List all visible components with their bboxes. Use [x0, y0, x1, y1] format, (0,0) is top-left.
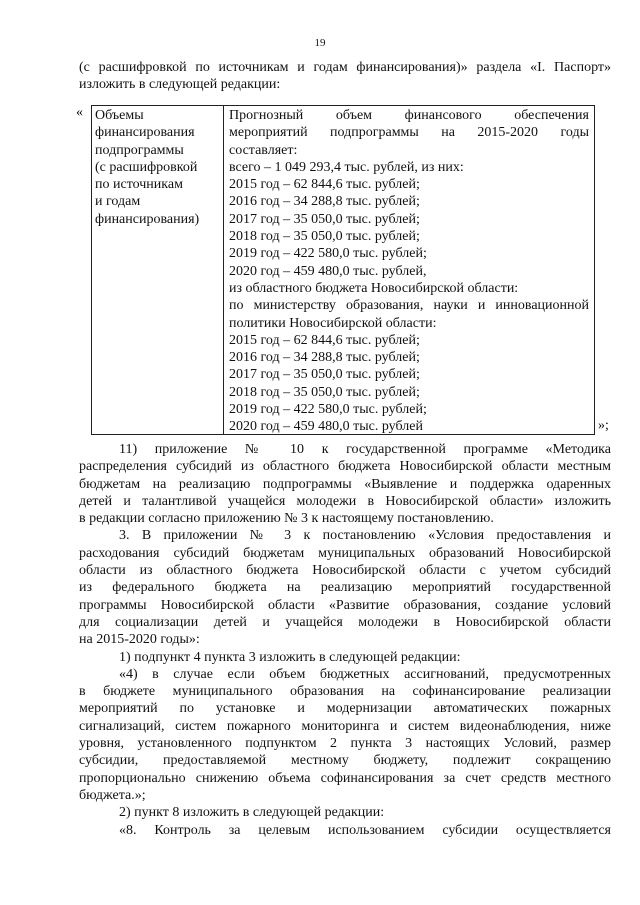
body-line: «8. Контроль за целевым использованием субсидии осуществляется — [119, 822, 611, 838]
body-line: в бюджете муниципального образования на софинансирование реализации — [79, 684, 611, 700]
value-line: Прогнозный объем финансового обеспечения — [229, 108, 589, 123]
intro-paragraph — [79, 59, 611, 94]
value-line: политики Новосибирской области: — [229, 315, 437, 331]
body-line: пропорционально снижению объема софинансирования за счет средств местного — [79, 770, 611, 786]
label-line: финансирования — [95, 125, 195, 141]
value-line: 2017 год – 35 050,0 тыс. рублей; — [229, 211, 420, 227]
body-line: уровня, установленного подпунктом 2 пункта 3 настоящих Условий, размер — [79, 736, 611, 752]
value-line: составляет: — [229, 142, 298, 158]
value-line: по министерству образования, науки и инновационной — [229, 298, 589, 314]
value-line: 2019 год – 422 580,0 тыс. рублей; — [229, 246, 427, 262]
body-line: 3. В приложении № 3 к постановлению «Условия предоставления и — [119, 528, 611, 544]
body-line: области из областного бюджета Новосибирской области с учетом субсидий — [79, 563, 611, 579]
value-line: 2015 год – 62 844,6 тыс. рублей; — [229, 332, 420, 348]
body-line: на 2015-2020 годы»: — [79, 632, 200, 648]
value-line: 2015 год – 62 844,6 тыс. рублей; — [229, 177, 420, 193]
value-line: из областного бюджета Новосибирской области: — [229, 280, 519, 296]
body-line: бюджетам на реализацию подпрограммы «Выявление и поддержка одаренных — [79, 476, 611, 492]
label-line: по источникам — [95, 177, 183, 193]
label-line: подпрограммы — [95, 142, 184, 158]
value-line: 2016 год – 34 288,8 тыс. рублей; — [229, 350, 420, 366]
label-line: Объемы — [95, 108, 144, 123]
label-line: (с расшифровкой — [95, 159, 198, 175]
page-number: 19 — [314, 37, 326, 49]
value-line: 2020 год – 459 480,0 тыс. рублей, — [229, 263, 427, 279]
body-line: «4) в случае если объем бюджетных ассигнований, предусмотренных — [119, 666, 611, 682]
passport-table — [91, 105, 595, 435]
label-line: и годам — [95, 194, 141, 210]
table-label-cell — [92, 106, 224, 434]
value-line: всего – 1 049 293,4 тыс. рублей, из них: — [229, 159, 464, 175]
value-line: 2017 год – 35 050,0 тыс. рублей; — [229, 367, 420, 383]
body-line: бюджета.»; — [79, 787, 146, 803]
value-line: 2016 год – 34 288,8 тыс. рублей; — [229, 194, 420, 210]
table-value-cell — [224, 106, 594, 434]
body-line: из федерального бюджета на реализацию мероприятий государственной — [79, 580, 611, 596]
body-line: 2) пункт 8 изложить в следующей редакции: — [119, 805, 385, 821]
table-open-quote: « — [76, 105, 83, 120]
value-line: 2018 год – 35 050,0 тыс. рублей; — [229, 229, 420, 245]
value-line: 2020 год – 459 480,0 тыс. рублей — [229, 419, 423, 435]
value-line: 2019 год – 422 580,0 тыс. рублей; — [229, 402, 427, 418]
body-line: расходования субсидий бюджетам муниципальных образований Новосибирской — [79, 545, 611, 561]
body-line: 1) подпункт 4 пункта 3 изложить в следующей редакции: — [119, 649, 461, 665]
body-line: в редакции согласно приложению № 3 к настоящему постановлению. — [79, 511, 494, 527]
body-line: сигнализаций, систем пожарного мониторинга и систем видеонаблюдения, ниже — [79, 718, 611, 734]
label-line: финансирования) — [95, 211, 200, 227]
body-line: программы Новосибирской области «Развитие образования, создание условий — [79, 597, 611, 613]
intro-line: (с расшифровкой по источникам и годам финансирования)» раздела «I. Паспорт» — [79, 60, 611, 75]
table-close-quote: »; — [598, 418, 609, 433]
body-line: распределения субсидий из областного бюджета Новосибирской области местным — [79, 459, 611, 475]
body-line: для социализации детей и учащейся молодежи в Новосибирской области — [79, 614, 611, 630]
value-line: 2018 год – 35 050,0 тыс. рублей; — [229, 384, 420, 400]
value-line: мероприятий подпрограммы на 2015-2020 годы — [229, 125, 589, 141]
body-line: субсидии, предоставляемой местному бюджету, подлежит сокращению — [79, 753, 611, 769]
body-line: 11) приложение № 10 к государственной программе «Методика — [119, 442, 611, 457]
body-text — [79, 441, 611, 839]
intro-line: изложить в следующей редакции: — [79, 77, 281, 93]
body-line: мероприятий по установке и модернизации автоматических пожарных — [79, 701, 611, 717]
body-line: детей и талантливой учащейся молодежи в Новосибирской области» изложить — [79, 493, 611, 509]
